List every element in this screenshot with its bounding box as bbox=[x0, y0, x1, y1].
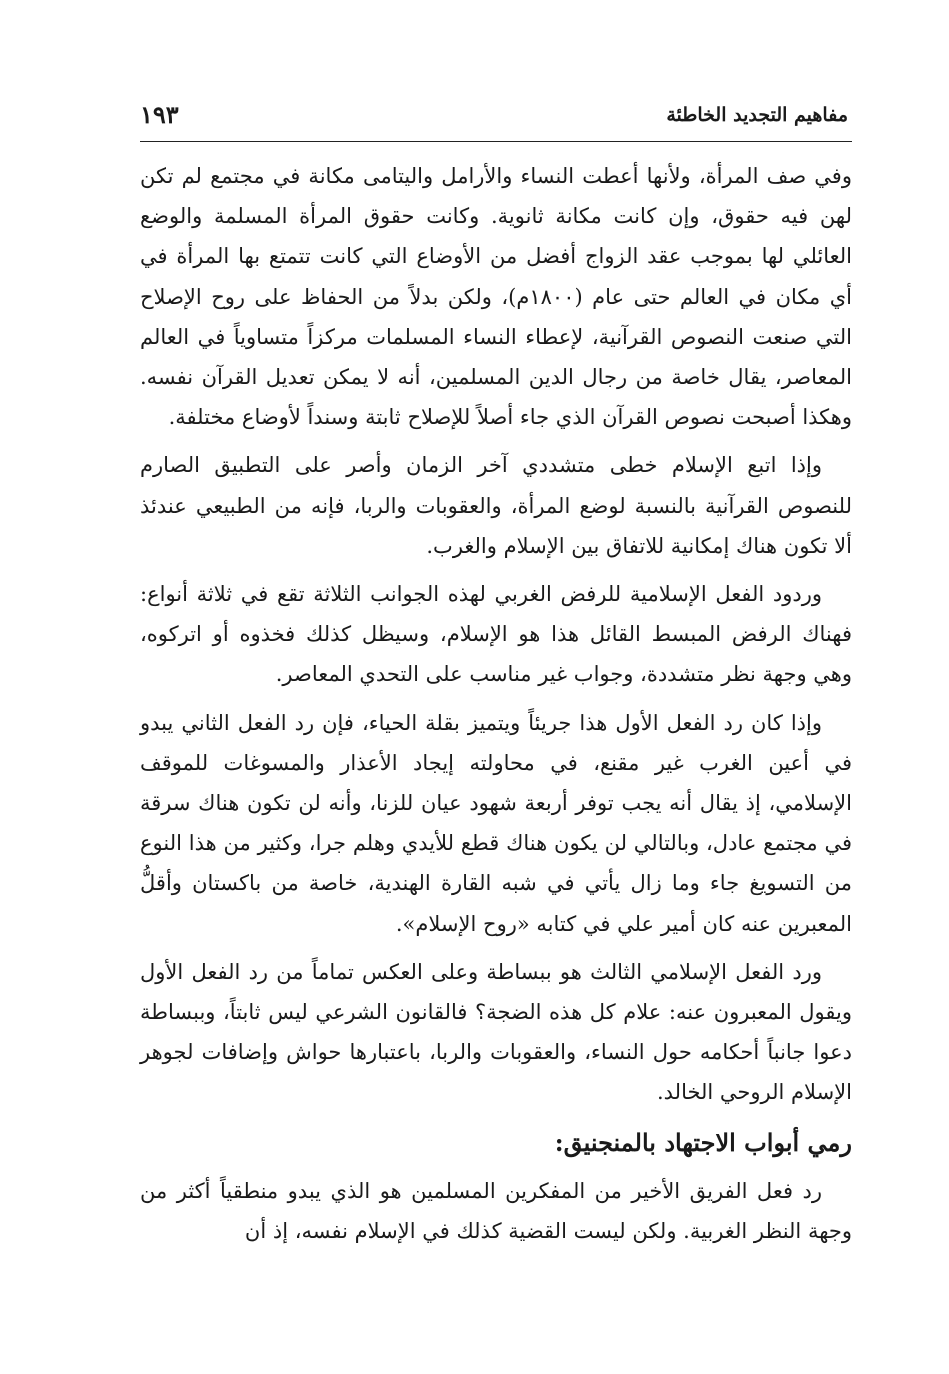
body-text bbox=[140, 156, 852, 1259]
paragraph-4: وإذا كان رد الفعل الأول هذا جريئاً ويتميز بقلة الحياء، فإن رد الفعل الثاني يبدو في أعين الغرب غير مقنع، في محاولته إيجاد الأعذار والمسوغات للموقف الإسلامي، إذ يقال أنه يجب توفر أربعة شهود عيان للزنا، وأنه لن تكون هناك سرقة في مجتمع عادل، وبالتالي لن يكون هناك قطع للأيدي وهلم جرا، وكثير من هذا النوع من التسويغ جاء وما زال يأتي في شبه القارة الهندية، خاصة من باكستان وأقلُّ المعبرين عنه كان أمير علي في كتابه «روح الإسلام». bbox=[140, 710, 852, 936]
section-paragraph: رد فعل الفريق الأخير من المفكرين المسلمين هو الذي يبدو منطقياً أكثر من وجهة النظر الغربية. ولكن ليست القضية كذلك في الإسلام نفسه، إذ أن bbox=[140, 1178, 852, 1243]
header-rule bbox=[140, 141, 852, 142]
header-title: مفاهيم التجديد الخاطئة bbox=[666, 104, 848, 126]
paragraph-3: وردود الفعل الإسلامية للرفض الغربي لهذه الجوانب الثلاثة تقع في ثلاثة أنواع: فهناك الرفض المبسط القائل هذا هو الإسلام، وسيظل كذلك فخذوه أو اتركوه، وهي وجهة نظر متشددة، وجواب غير مناسب على التحدي المعاصر. bbox=[140, 582, 852, 687]
running-header bbox=[140, 98, 848, 134]
page-number: ١٩٣ bbox=[140, 100, 179, 129]
paragraph-1: وفي صف المرأة، ولأنها أعطت النساء والأرامل واليتامى مكانة في مجتمع لم تكن لهن فيه حقوق، وإن كانت مكانة ثانوية. وكانت حقوق المرأة المسلمة والوضع العائلي لها بموجب عقد الزواج أفضل من الأوضاع التي كانت تتمتع بها المرأة في أي مكان في العالم حتى عام (١٨٠٠م)، ولكن بدلاً من الحفاظ على روح الإصلاح التي صنعت النصوص القرآنية، لإعطاء النساء المسلمات مركزاً متساوياً في العالم المعاصر، يقال خاصة من رجال الدين المسلمين، أنه لا يمكن تعديل القرآن نفسه. وهكذا أصبحت نصوص القرآن الذي جاء أصلاً للإصلاح ثابتة وسنداً لأوضاع مختلفة. bbox=[140, 164, 852, 430]
paragraph-5: ورد الفعل الإسلامي الثالث هو ببساطة وعلى العكس تماماً من رد الفعل الأول ويقول المعبرون عنه: علام كل هذه الضجة؟ فالقانون الشرعي ليس ثابتاً، وببساطة دعوا جانباً أحكامه حول النساء، والعقوبات والربا، باعتبارها حواش وإضافات لجوهر الإسلام الروحي الخالد. bbox=[140, 959, 852, 1105]
paragraph-2: وإذا اتبع الإسلام خطى متشددي آخر الزمان وأصر على التطبيق الصارم للنصوص القرآنية بالنسبة لوضع المرأة، والعقوبات والربا، فإنه من الطبيعي عندئذ ألا تكون هناك إمكانية للاتفاق بين الإسلام والغرب. bbox=[140, 453, 852, 558]
section-heading: رمي أبواب الاجتهاد بالمنجنيق: bbox=[554, 1127, 852, 1157]
